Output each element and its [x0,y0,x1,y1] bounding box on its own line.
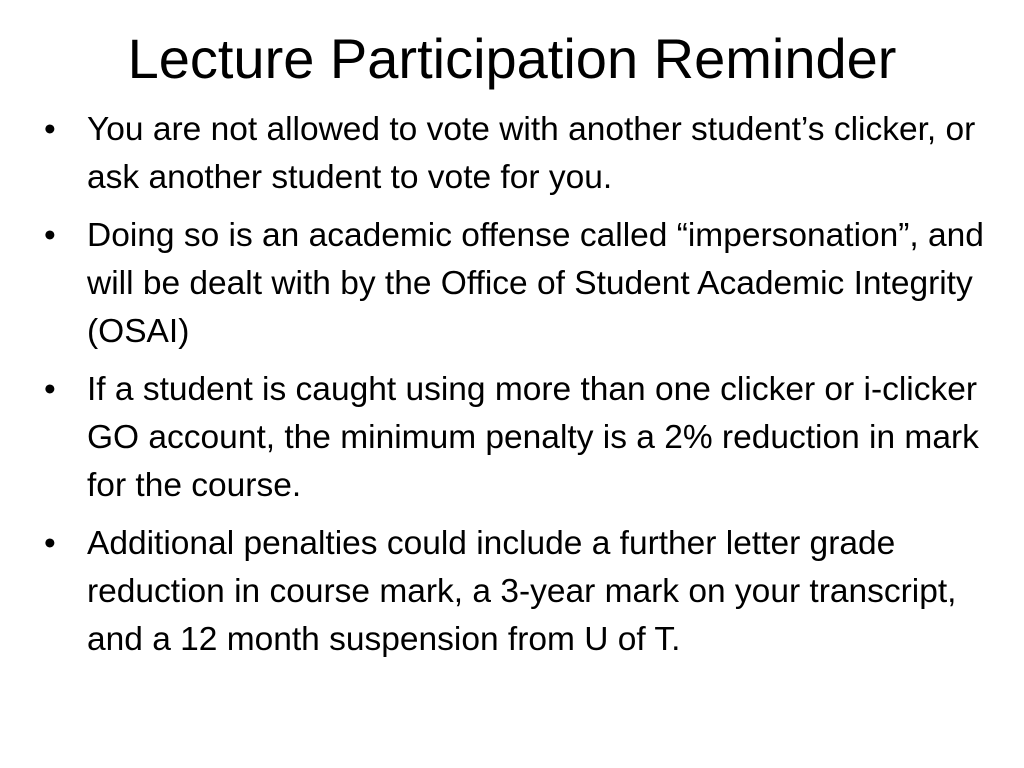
bullet-icon: • [44,371,56,408]
bullet-text: If a student is caught using more than one clicker or i-clicker GO account, the minimum penalty is a 2% reduction in mark for the course. [87,371,979,504]
bullet-icon: • [44,525,56,562]
bullet-icon: • [44,217,56,254]
bullet-list [44,106,984,674]
slide-title: Lecture Participation Reminder [127,27,897,90]
bullet-icon: • [44,111,56,148]
bullet-item-vote-rule [44,106,984,202]
bullet-text: Additional penalties could include a further letter grade reduction in course mark, a 3-year mark on your transcript, and a 12 month suspension from U of T. [87,525,957,658]
bullet-text: You are not allowed to vote with another student’s clicker, or ask another student to vote for you. [87,111,976,196]
bullet-text: Doing so is an academic offense called “impersonation”, and will be dealt with by the Office of Student Academic Integrity (OSAI) [87,217,984,350]
bullet-item-additional-penalties [44,520,984,664]
bullet-item-impersonation [44,212,984,356]
bullet-item-minimum-penalty [44,366,984,510]
